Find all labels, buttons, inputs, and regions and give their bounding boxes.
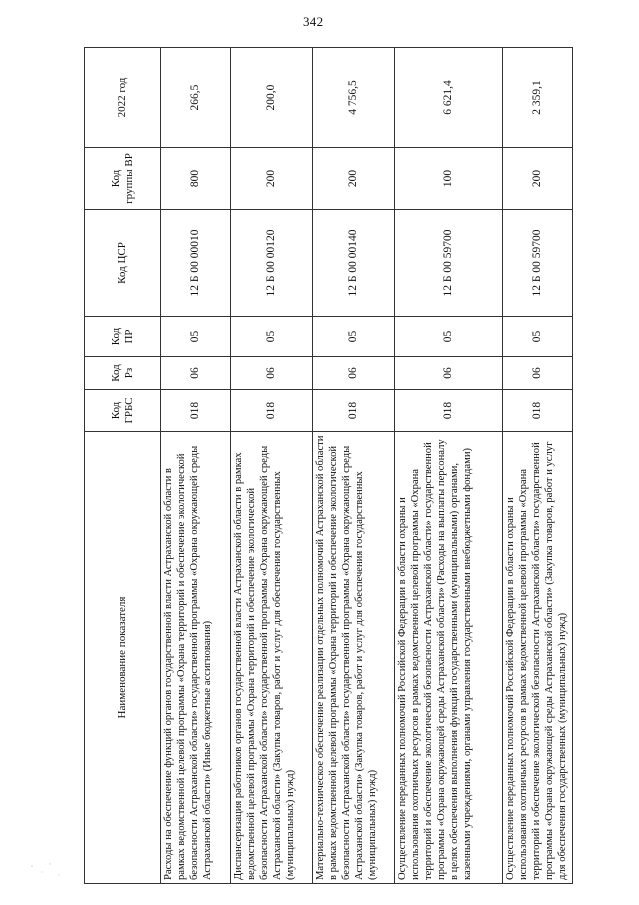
budget-table (84, 47, 573, 884)
header-rz: Код Рз (85, 357, 161, 390)
row-rz: 06 (161, 357, 231, 390)
row-csr: 12 Б 00 00140 (313, 210, 395, 317)
row-name: Расходы на обеспечение функций органов государственной власти Астраханской области в рамках ведомственной целевой программы «Охрана территорий и обеспечение экологической безопасности Астраханской области» государственной программы «Охрана окружающей среды Астраханской области» (Иные бюджетные ассигнования) (161, 432, 231, 884)
table-row (161, 48, 231, 884)
scan-specks-decoration (28, 860, 68, 880)
row-grbs: 018 (395, 390, 503, 432)
row-pr: 05 (395, 317, 503, 357)
row-vr: 200 (313, 148, 395, 210)
row-year: 2 359,1 (503, 48, 573, 148)
header-vr: Код группы ВР (85, 148, 161, 210)
row-pr: 05 (503, 317, 573, 357)
row-csr: 12 Б 00 59700 (503, 210, 573, 317)
row-rz: 06 (503, 357, 573, 390)
row-rz: 06 (231, 357, 313, 390)
table-row (231, 48, 313, 884)
row-csr: 12 Б 00 00010 (161, 210, 231, 317)
row-grbs: 018 (161, 390, 231, 432)
header-grbs: Код ГРБС (85, 390, 161, 432)
row-name: Осуществление переданных полномочий Российской Федерации в области охраны и использования охотничьих ресурсов в рамках ведомственной целевой программы «Охрана территорий и обеспечение экологической безопасности Астраханской области» государственной программы «Охрана окружающей среды Астраханской области» (Расходы на выплаты персоналу в целях обеспечения выполнения функций государственными (муниципальными) органами, казенными учреждениями, органами управления государственными внебюджетными фондами) (395, 432, 503, 884)
table-row (503, 48, 573, 884)
row-pr: 05 (313, 317, 395, 357)
header-name: Наименование показателя (85, 432, 161, 884)
header-pr: Код ПР (85, 317, 161, 357)
row-year: 200,0 (231, 48, 313, 148)
row-name: Осуществление переданных полномочий Российской Федерации в области охраны и использования охотничьих ресурсов в рамках ведомственной целевой программы «Охрана территорий и обеспечение экологической безопасности Астраханской области» государственной программы «Охрана окружающей среды Астраханской области» (Закупка товаров, работ и услуг для обеспечения государственных (муниципальных) нужд) (503, 432, 573, 884)
header-csr: Код ЦСР (85, 210, 161, 317)
rotated-table-area (84, 48, 568, 884)
row-grbs: 018 (313, 390, 395, 432)
row-csr: 12 Б 00 59700 (395, 210, 503, 317)
row-grbs: 018 (503, 390, 573, 432)
row-name: Материально-техническое обеспечение реализации отдельных полномочий Астраханской области в рамках ведомственной целевой программы «Охрана территорий и обеспечение экологической безопасности Астраханской области» государственной программы «Охрана окружающей среды Астраханской области» (Закупка товаров, работ и услуг для обеспечения государственных (муниципальных) нужд) (313, 432, 395, 884)
row-vr: 200 (231, 148, 313, 210)
header-year: 2022 год (85, 48, 161, 148)
table-row (313, 48, 395, 884)
row-pr: 05 (231, 317, 313, 357)
row-vr: 800 (161, 148, 231, 210)
row-pr: 05 (161, 317, 231, 357)
row-year: 266,5 (161, 48, 231, 148)
page-number: 342 (303, 14, 324, 29)
row-vr: 200 (503, 148, 573, 210)
row-name: Диспансеризация работников органов государственной власти Астраханской области в рамках ведомственной целевой программы «Охрана территорий и обеспечение экологической безопасности Астраханской области» государственной программы «Охрана окружающей среды Астраханской области» (Закупка товаров, работ и услуг для обеспечения государственных (муниципальных) нужд) (231, 432, 313, 884)
row-year: 4 756,5 (313, 48, 395, 148)
row-rz: 06 (395, 357, 503, 390)
table-row (395, 48, 503, 884)
row-vr: 100 (395, 148, 503, 210)
row-csr: 12 Б 00 00120 (231, 210, 313, 317)
table-wrapper (84, 48, 568, 884)
row-grbs: 018 (231, 390, 313, 432)
row-rz: 06 (313, 357, 395, 390)
row-year: 6 621,4 (395, 48, 503, 148)
table-header-row (85, 48, 161, 884)
